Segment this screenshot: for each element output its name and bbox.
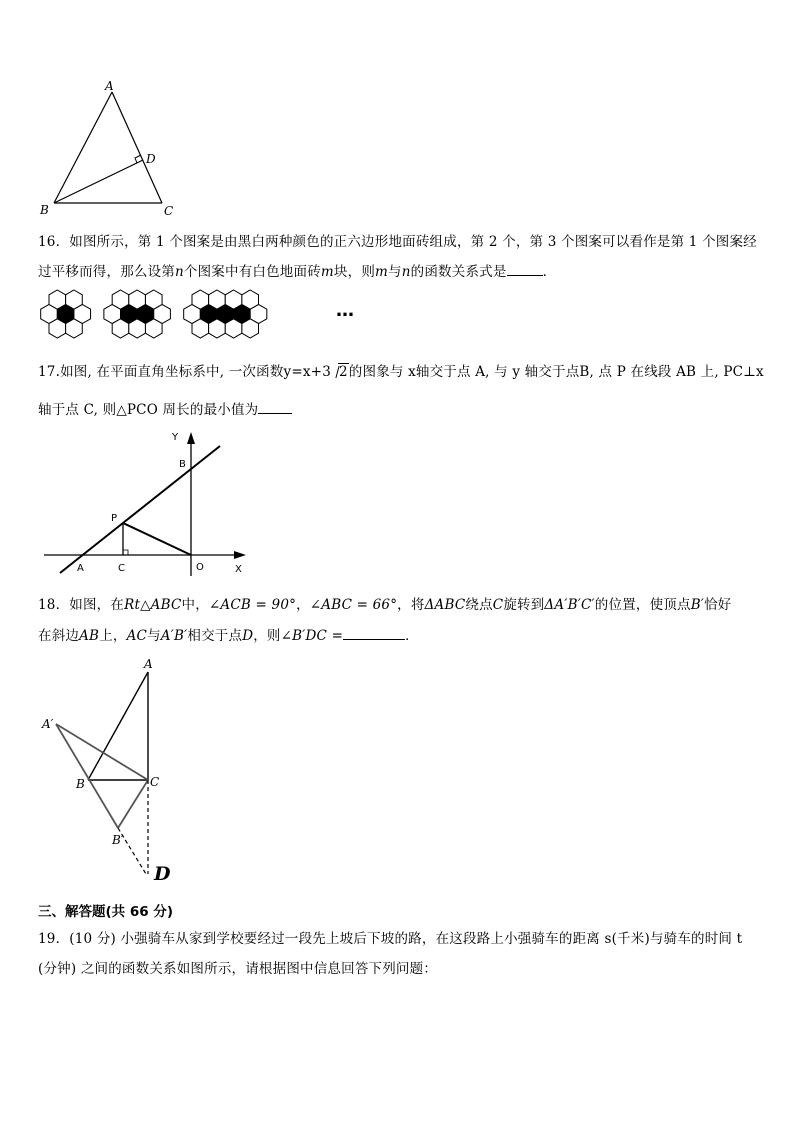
section-heading: 三、解答题(共 66 分) (38, 904, 174, 920)
label-o: O (196, 562, 204, 573)
label-a: A (144, 657, 153, 671)
var-n: n (401, 264, 411, 280)
q17-line2: 轴于点 C, 则△PCO 周长的最小值为 (38, 398, 292, 418)
label-c: C (118, 563, 125, 574)
var-m: m (375, 264, 389, 280)
answer-blank (507, 263, 543, 276)
q17-line1: 17.如图, 在平面直角坐标系中, 一次函数y=x+3 2的图象与 x轴交于点 A, 与 y 轴交于点B, 点 P 在线段 AB 上, PC⊥x (38, 364, 764, 380)
white-tile (242, 290, 259, 309)
side-a-prime-c (56, 724, 148, 780)
triangle-abc-figure (36, 78, 186, 223)
q19-line1: 19．(10 分) 小强骑车从家到学校要经过一段先上坡后下坡的路，在这段路上小强骑车的距离 s(千米)与骑车的时间 t (38, 931, 743, 947)
white-tile (49, 319, 66, 338)
label-y: Y (172, 432, 179, 443)
label-c: C (164, 204, 174, 218)
coordinate-figure (40, 426, 260, 578)
label-p: P (111, 513, 118, 524)
rotation-figure (36, 652, 186, 890)
white-tile (225, 290, 242, 309)
sqrt-expression: 2 (331, 364, 349, 380)
answer-blank (343, 627, 405, 640)
white-tile (129, 290, 146, 309)
side-ac (112, 92, 162, 203)
var-m: m (320, 264, 334, 280)
white-tile (209, 319, 226, 338)
white-tile (66, 290, 83, 309)
answer-blank (258, 401, 292, 414)
label-b: B (76, 777, 85, 791)
label-d: D (154, 863, 171, 885)
label-c: C (150, 775, 160, 789)
label-a: A (77, 563, 84, 574)
white-tile (242, 319, 259, 338)
white-tile (145, 290, 162, 309)
white-tile (192, 319, 209, 338)
q18-line2: 在斜边AB上，AC与A′B′相交于点D，则∠B′DC = ． (38, 628, 419, 644)
white-tile (66, 319, 83, 338)
white-tile (112, 319, 129, 338)
right-angle-mark (123, 550, 128, 555)
q19-line2: (分钟) 之间的函数关系如图所示，请根据图中信息回答下列问题： (38, 961, 438, 977)
white-tile (209, 290, 226, 309)
side-ab (54, 92, 112, 203)
x-axis-arrow (234, 551, 246, 559)
white-tile (192, 290, 209, 309)
side-ab (88, 672, 148, 780)
q16-line1: 16．如图所示，第 1 个图案是由黑白两种颜色的正六边形地面砖组成，第 2 个，第 3 个图案可以看作是第 1 个图案经 (38, 234, 757, 250)
white-tile (225, 319, 242, 338)
q16-line2: 过平移而得，那么设第n个图案中有白色地面砖m块，则m与n的函数关系式是 ． (38, 264, 557, 280)
side-a-prime-b-prime (56, 724, 118, 828)
white-tile (145, 319, 162, 338)
ellipsis: … (336, 300, 354, 321)
line-ab (60, 446, 220, 573)
label-d: D (146, 152, 156, 166)
white-tile (129, 319, 146, 338)
var-n: n (175, 264, 184, 280)
q18-line1: 18．如图，在Rt△ABC中，∠ACB = 90°，∠ABC = 66°，将ΔABC绕点C旋转到ΔA′B′C′的位置，使顶点B′恰好 (38, 597, 732, 613)
label-b: B (179, 459, 186, 470)
label-b: B (40, 203, 49, 217)
label-x: X (235, 564, 242, 575)
segment-po (123, 523, 191, 555)
hexagon-patterns-figure (38, 284, 338, 344)
label-a-prime: A′ (42, 717, 54, 731)
white-tile (49, 290, 66, 309)
label-a: A (105, 79, 114, 93)
white-tile (112, 290, 129, 309)
side-b-prime-c (118, 780, 148, 828)
y-axis-arrow (187, 432, 195, 444)
label-b-prime: B′ (112, 833, 124, 847)
segment-bd (54, 160, 143, 203)
